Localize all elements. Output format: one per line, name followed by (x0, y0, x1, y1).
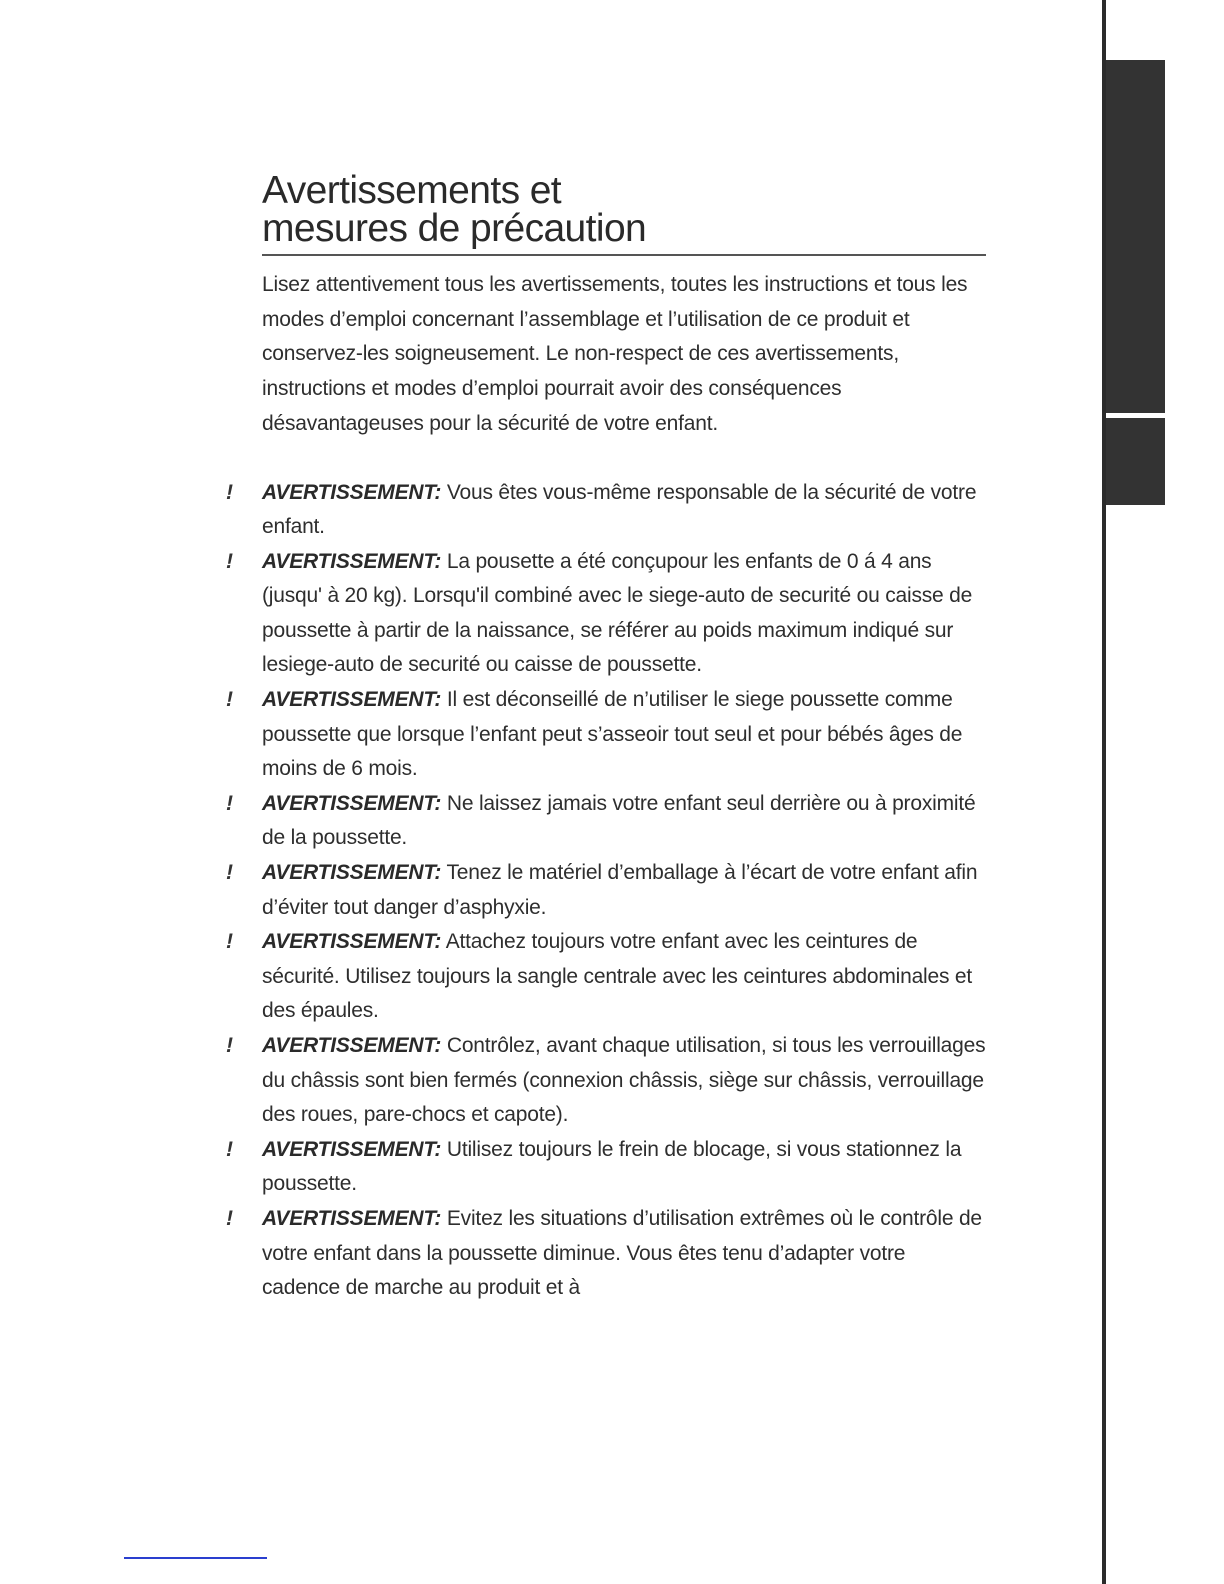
warning-marker: ! (226, 1206, 233, 1230)
warning-text: Utilisez toujours le frein de blocage, si vous stationnez la poussette. (262, 1137, 962, 1196)
warning-marker: ! (226, 791, 233, 815)
page-title-line-1: Avertissements et (262, 169, 562, 212)
warning-marker: ! (226, 861, 233, 885)
warning-label: AVERTISSEMENT: (262, 480, 442, 504)
warning-text: La pousette a été conçupour les enfants de 0 á 4 ans (jusqu' à 20 kg). Lorsqu'il combiné avec le siege-auto de securité ou caisse de poussette à partir de la naissance, se référer au poids maximum indiqué sur lesiege-auto de securité ou caisse de poussette. (262, 549, 973, 677)
footer-rule (124, 1557, 267, 1559)
warning-text: Attachez toujours votre enfant avec les ceintures de sécurité. Utilisez toujours la sangle centrale avec les ceintures abdominales et des épaules. (262, 930, 973, 1023)
warning-marker: ! (226, 549, 233, 573)
warning-item (226, 545, 986, 683)
warning-label: AVERTISSEMENT: (262, 930, 442, 954)
warning-label: AVERTISSEMENT: (262, 1034, 442, 1058)
warning-item (226, 1029, 986, 1133)
intro-paragraph: Lisez attentivement tous les avertissements, toutes les instructions et tous les modes d’emploi concernant l’assemblage et l’utilisation de ce produit et conservez-les soigneusement. Le non-respect de ces avertissements, instructions et modes d’emploi pourrait avoir des conséquences désavantageuses pour la sécurité de votre enfant. (262, 273, 968, 435)
warning-marker: ! (226, 1034, 233, 1058)
warning-label: AVERTISSEMENT: (262, 1137, 442, 1161)
warning-text: Vous êtes vous-même responsable de la sécurité de votre enfant. (262, 480, 977, 539)
warning-item (226, 787, 986, 856)
warning-list (226, 476, 986, 1306)
section-tab-lower (1106, 418, 1165, 505)
warning-item (226, 856, 986, 925)
warning-text: Contrôlez, avant chaque utilisation, si tous les verrouillages du châssis sont bien fermés (connexion châssis, siège sur châssis, verrouillage des roues, pare-chocs et capote). (262, 1034, 986, 1127)
warning-marker: ! (226, 688, 233, 712)
section-tab-upper (1106, 60, 1165, 413)
warning-item (226, 476, 986, 545)
warning-marker: ! (226, 480, 233, 504)
warning-text: Ne laissez jamais votre enfant seul derrière ou à proximité de la poussette. (262, 791, 976, 850)
page-title-line-2: mesures de précaution (262, 207, 647, 250)
warning-label: AVERTISSEMENT: (262, 549, 442, 573)
warning-label: AVERTISSEMENT: (262, 791, 442, 815)
page-title (262, 169, 986, 256)
warning-label: AVERTISSEMENT: (262, 1206, 442, 1230)
warning-text: Il est déconseillé de n’utiliser le siege poussette comme poussette que lorsque l’enfant peut s’asseoir tout seul et pour bébés âges de moins de 6 mois. (262, 688, 963, 781)
warning-item (226, 683, 986, 787)
warning-item (226, 1202, 986, 1306)
warning-label: AVERTISSEMENT: (262, 688, 442, 712)
warnings-section (226, 169, 986, 1306)
warning-text: Tenez le matériel d’emballage à l’écart de votre enfant afin d’éviter tout danger d’asphyxie. (262, 861, 978, 919)
warning-item (226, 1133, 986, 1202)
warning-text: Evitez les situations d’utilisation extrêmes où le contrôle de votre enfant dans la poussette diminue. Vous êtes tenu d’adapter votre cadence de marche au produit et à (262, 1206, 982, 1300)
warning-label: AVERTISSEMENT: (262, 861, 442, 885)
warning-item (226, 925, 986, 1029)
warning-marker: ! (226, 1137, 233, 1161)
warning-marker: ! (226, 930, 233, 954)
